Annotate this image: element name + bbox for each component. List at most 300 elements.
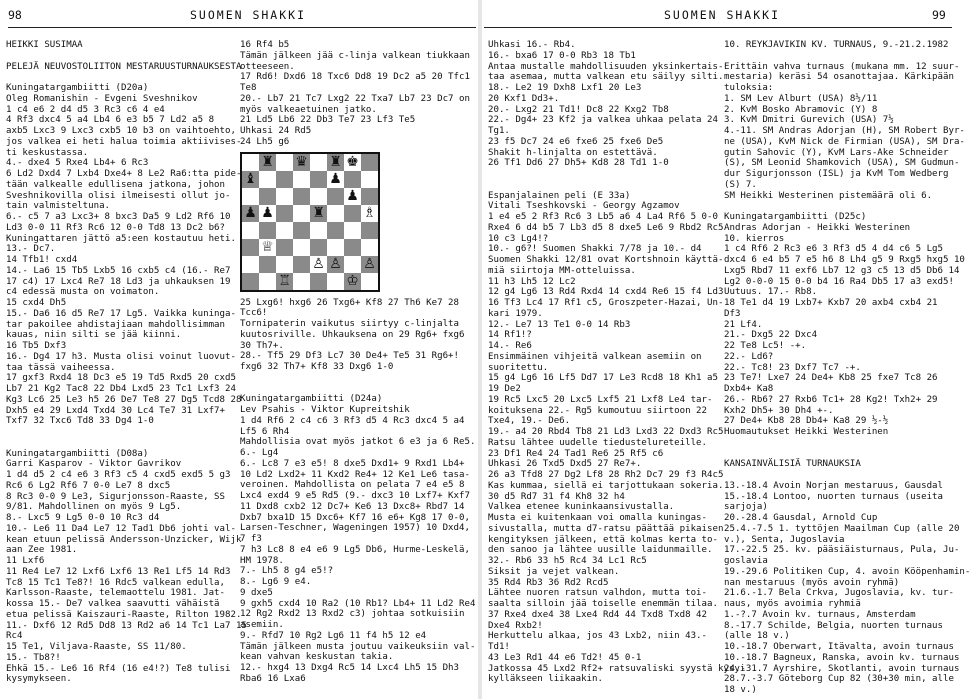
board-square (241, 188, 259, 205)
text-line: 9 dxe5 (240, 587, 273, 598)
text-line: 4 Rf3 dxc4 5 a4 Lb4 6 e3 b5 7 Ld2 a5 8 (6, 115, 215, 126)
text-line: 11 Lxf6 (6, 556, 45, 566)
text-line: Dxb4+ Ka8 (724, 384, 774, 394)
text-line: etua pelissä Kaiszauri-Raaste, Rilton 1982. (6, 609, 242, 620)
text-line: 8.-17.7 Schilde, Belgia, nuorten turnaus (724, 620, 943, 631)
text-line: tuloksia: (724, 83, 774, 93)
text-line: 24.-31.7 Ayrshire, Skotlanti, avoin turnaus (724, 663, 960, 674)
text-line: Espanjalainen peli (E 33a) (488, 190, 631, 201)
text-line: 1 d4 Rf6 2 c4 c6 3 Rf3 d5 4 Rc3 dxc4 5 a4 (240, 415, 465, 426)
text-line: Tämän jälkeen jää c-linja valkean tiukkaan (240, 50, 470, 61)
board-square (241, 273, 259, 291)
text-line: Dxe4 Rxb2! (488, 620, 543, 631)
text-line: kysymykseen. (6, 674, 72, 685)
text-line: KANSAINVÄLISIÄ TURNAUKSIA (724, 459, 861, 470)
board-square: ♜ (310, 205, 327, 222)
text-line: Lev Psahis - Viktor Kupreitshik (240, 405, 410, 415)
text-line: 6 Ld2 Dxd4 7 Lxb4 Dxe4+ 8 Le2 Ra6:tta pide- (6, 169, 242, 179)
board-square: ♕ (259, 239, 276, 256)
text-line: taa tässä vaiheessa. (6, 362, 116, 373)
text-line: dur Sigurjonsson (ISL) ja KvM Tom Wedberg (724, 169, 949, 179)
text-line: 28.7.-3.7 Göteborg Cup 82 (30+30 min, alle (724, 674, 954, 685)
board-square (327, 205, 344, 222)
text-line: 22.- Tc8! 23 Dxf7 Tc7 -+. (724, 362, 861, 373)
text-line: 14 Tfb1! cxd4 (6, 255, 78, 265)
text-line: 25.4.-7.5 1. tyttöjen Maailman Cup (alle 20 (724, 523, 960, 534)
text-line: Tg1. (488, 126, 510, 136)
text-line: 23 f5 Dc7 24 e6 fxe6 25 fxe6 De5 (488, 136, 664, 147)
text-line: 1 e4 e5 2 Rf3 Rc6 3 Lb5 a6 4 La4 Rf6 5 0-0 (488, 212, 718, 222)
left-column-1 (6, 40, 247, 685)
text-line: 8.- Lg6 9 e4. (240, 577, 312, 587)
right-column-2 (724, 40, 970, 696)
board-square (344, 239, 361, 256)
right-header-rule (484, 27, 952, 28)
text-line: 15.- Da6 16 d5 Re7 17 Lg5. Vaikka kuninga- (6, 308, 236, 319)
text-line: 2. KvM Bosko Abramovic (Y) 8 (724, 104, 878, 115)
text-line: 21 Lf4. (724, 319, 763, 330)
text-line: Te8 (240, 83, 257, 93)
text-line: Tc8 15 Tc1 Te8?! 16 Rdc5 valkean edulla, (6, 577, 225, 588)
board-square (310, 188, 327, 205)
text-line: Kuningatargambiitti (D25c) (724, 212, 867, 222)
board-square (259, 256, 276, 273)
text-line: Musta ei kuitenkaan voi omalla kuningas- (488, 513, 707, 523)
text-line: Kg3 Lc6 25 Le3 h5 26 De7 Te8 27 Dg5 Tcd8 28 (6, 394, 242, 405)
text-line: 18.- Le2 19 Dxh8 Lxf1 20 Le3 (488, 83, 642, 93)
text-line: Uhkasi 16.- Rb4. (488, 40, 576, 50)
board-square (276, 171, 293, 188)
text-line: tään valkealle edullisena jatkona, johon (6, 179, 225, 190)
text-line: 16 Rf4 b5 (240, 40, 290, 50)
board-square (327, 273, 344, 291)
text-line: 7.- Lh5 8 g4 e5!? (240, 566, 334, 577)
board-square (276, 239, 293, 256)
text-line: 20.-28.4 Gausdal, Arnold Cup (724, 513, 878, 523)
board-square: ♙ (310, 256, 327, 273)
board-square (259, 188, 276, 205)
board-square (344, 171, 361, 188)
text-line: Andras Adorjan - Heikki Westerinen (724, 222, 911, 233)
board-square (293, 273, 310, 291)
text-line: 22 Te8 Lc5! -+. (724, 341, 807, 351)
text-line: 19.- a4 20 Rbd4 Tb8 21 Ld3 Lxd3 22 Dxd3 Rc5 (488, 427, 724, 437)
text-line: 24 Lh5 g6 (240, 136, 290, 147)
text-line: Df3 (724, 308, 741, 319)
board-square (361, 171, 379, 188)
board-square (293, 188, 310, 205)
text-line: miä siirtoja MM-otteluissa. (488, 265, 636, 276)
text-line: asemiin. (240, 620, 284, 630)
board-square: ♟ (259, 205, 276, 222)
text-line: Kuningattaren jättö a5:een kostautuu heti. (6, 233, 236, 244)
left-header-rule (8, 27, 476, 28)
board-square (276, 256, 293, 273)
text-line (724, 449, 954, 460)
board-square (293, 205, 310, 222)
text-line: 15 Te1, Viljava-Raaste, SS 11/80. (6, 642, 187, 652)
board-square (310, 171, 327, 188)
text-line: 17 gxf3 Rxd4 18 Dc3 e5 19 Td5 Rxd5 20 cxd5 (6, 373, 236, 384)
chess-board (240, 152, 380, 292)
text-line: Ld3 0-0 11 Rf3 Rc6 12 0-0 Td8 13 Dc2 b6? (6, 222, 225, 233)
text-line: 9/81. Mahdollinen on myös 9 Lg5. (6, 502, 182, 513)
text-line: 9.- Rfd7 10 Rg2 Lg6 11 f4 h5 12 e4 (240, 630, 427, 641)
text-line: Ratsu lähtee uudelle tiedustelureteille. (488, 437, 707, 448)
board-square (259, 222, 276, 239)
board-square (259, 273, 276, 291)
text-line: 26 Tf1 Dd6 27 Dh5+ Kd8 28 Td1 1-0 (488, 158, 669, 169)
text-line: 35 Rd4 Rb3 36 Rd2 Rcd5 (488, 577, 609, 588)
text-line: tain valmisteltuna. (6, 201, 111, 212)
board-square (293, 239, 310, 256)
text-line: Larsen-Teschner, Wageningen 1957) 10 Dxd4, (240, 523, 470, 534)
text-line: den sanoo ja lähtee uusille laidunmaille. (488, 545, 713, 556)
text-line (724, 438, 954, 449)
text-line: 4.-11. SM Andras Adorjan (H), SM Robert Byr- (724, 126, 965, 136)
chess-diagram (240, 152, 476, 292)
left-running-title: SUOMEN SHAKKI (190, 8, 307, 22)
text-line: suoritettu. (488, 362, 549, 373)
text-line: Uutuus. 17.- Rb8. (724, 287, 818, 298)
text-line: (S), SM Leonid Shamkovich (USA), SM Gudmun- (724, 158, 960, 169)
board-square (241, 239, 259, 256)
text-line: veroinen. Mahdollista on pelata 7 e4 e5 8 (240, 480, 465, 491)
column-2-top-text (240, 40, 476, 148)
text-line: 10.- Le6 11 Da4 Le7 12 Tad1 Db6 johti val- (6, 523, 236, 534)
text-line: 22.- Ld6? (724, 351, 774, 362)
text-line: Dxb7 bxa1D 15 Dxc6+ Kf7 16 e6+ Kg8 17 0-0, (240, 512, 470, 523)
text-line: kengityksen jälkeen, että kolmas kerta to- (488, 534, 718, 545)
text-line: 25 Lxg6! hxg6 26 Txg6+ Kf8 27 Th6 Ke7 28 (240, 297, 459, 308)
right-running-title: SUOMEN SHAKKI (664, 8, 781, 22)
text-line: Kuningatargambiitti (D20a) (6, 83, 149, 93)
text-line: Lähtee nuoren ratsun valhdon, mutta toi- (488, 588, 707, 599)
text-line: 30 d5 Rd7 31 f4 Kh8 32 h4 (488, 491, 625, 502)
text-line: Huomautukset Heikki Westerinen (724, 427, 889, 437)
text-line: ne (USA), KvM Nick de Firmian (USA), SM Dra- (724, 136, 965, 147)
board-square: ♜ (327, 153, 344, 171)
board-square (241, 256, 259, 273)
board-square: ♗ (361, 205, 379, 222)
text-line: Ensimmäinen vihjeitä valkean asemiin on (488, 351, 702, 362)
text-line: 11 Dxd8 cxb2 12 Dc7+ Ke6 13 Dxc8+ Rbd7 14 (240, 501, 465, 512)
board-square (361, 222, 379, 239)
text-line: 7 h3 Lc8 8 e4 e6 9 Lg5 Db6, Hurme-Leskelä, (240, 544, 470, 555)
text-line: 17 c4) 17 Lxc4 Re7 18 Ld3 ja uhkauksen 19 (6, 276, 231, 287)
text-line: 19.-29.6 Politiken Cup, 4. avoin Kööpenhamin- (724, 566, 970, 577)
board-square (276, 153, 293, 171)
text-line: 20.- Lxg2 21 Td1! Dc8 22 Kxg2 Tb8 (488, 104, 669, 115)
text-line: 9 gxh5 cxd4 10 Ra2 (10 Rb1? Lb4+ 11 Ld2 Re4 (240, 598, 476, 609)
board-square (361, 188, 379, 205)
text-line: Antaa mustalle mahdollisuuden yksinkertais- (488, 61, 724, 72)
text-line: Jatkossa 45 Lxd2 Rf2+ ratsuvaliski syystä kysyi (488, 663, 746, 674)
text-line: fxg6 32 Th7+ Kf8 33 Dxg6 1-0 (240, 362, 394, 372)
text-line: 10. kierros (724, 233, 785, 244)
text-line: jos valkea ei heti halua toimia aktiivises- (6, 136, 242, 147)
text-line: Erittäin vahva turnaus (mukana mm. 12 suur- (724, 61, 960, 72)
text-line: 10 Ld2 Lxd2+ 11 Kxd2 Re4+ 12 Ke1 Le6 tasa- (240, 469, 470, 480)
text-line: Lxc4 exd4 9 e5 Rd5 (9.- dxc3 10 Lxf7+ Kxf7 (240, 491, 470, 501)
text-line: otteeseen. (240, 61, 295, 72)
text-line: Uhkasi 24 Rd5 (240, 126, 312, 136)
text-line: 19 Rc5 Lxc5 20 Lxc5 Lxf5 21 Lxf8 Le4 tar- (488, 394, 713, 405)
text-line: 30 Th7+. (240, 340, 284, 351)
text-line: 21.6.-1.7 Bela Crkva, Jugoslavia, kv. tur- (724, 588, 954, 599)
text-line: Sveshnikovilla olisi ilmeisesti ollut jo- (6, 190, 231, 201)
text-line: Rxe4 6 d4 b5 7 Lb3 d5 8 dxe5 Le6 9 Rbd2 Rc5 (488, 222, 724, 233)
text-line: Lf5 6 Rh4 (240, 426, 290, 437)
text-line: 3. KvM Dmitri Gurevich (USA) 7½ (724, 115, 894, 126)
text-line: 23 Te7! Lxe7 24 De4+ Kb8 25 fxe7 Tc8 26 (724, 373, 938, 384)
text-line: kean etuun pelissä Andersson-Unzicker, Wijk (6, 534, 242, 545)
text-line: 16 Tb5 Dxf3 (6, 341, 67, 351)
board-square (327, 188, 344, 205)
text-line: 6.- Lc8 7 e3 e5! 8 dxe5 Dxd1+ 9 Rxd1 Lb4+ (240, 458, 465, 469)
text-line: 21 Ld5 Lb6 22 Db3 Te7 23 Lf3 Te5 (240, 115, 416, 126)
board-square (361, 153, 379, 171)
text-line: Lb7 21 Kg2 Tac8 22 Db4 Lxd5 23 Tc1 Lxf3 24 (6, 384, 236, 394)
text-line: goslavia (724, 556, 768, 566)
text-line: axb5 Lxc3 9 Lxc3 cxb5 10 b3 on vaihtoehto, (6, 126, 236, 136)
text-line: 14 Rf1!? (488, 330, 532, 341)
text-line: aan Zee 1981. (6, 545, 78, 556)
text-line: 21.- Dxg5 22 Dxc4 (724, 330, 818, 341)
text-line: Kas kummaa, siellä ei tarjottukaan sokeria. (488, 480, 724, 491)
board-square (361, 273, 379, 291)
column-2-bottom-text (240, 298, 476, 685)
board-square (344, 256, 361, 273)
text-line: Rc6 6 Lg2 Rf6 7 0-0 Le7 8 dxc5 (6, 480, 171, 491)
right-page-number: 99 (932, 8, 946, 22)
text-line: 19 De2 (488, 384, 521, 394)
text-line (6, 427, 232, 438)
text-line: Lxg5 Rbd7 11 exf6 Lb7 12 g3 c5 13 d5 Db6 14 (724, 265, 960, 276)
board-square: ♛ (293, 153, 310, 171)
text-line: myös valkeaetuinen jatko. (240, 104, 377, 115)
text-line: Valkea etenee kuninkaansivustalla. (488, 502, 675, 513)
text-line (488, 180, 716, 191)
text-line: 12.- Le7 13 Te1 0-0 14 Rb3 (488, 319, 631, 330)
text-line: gutin Sahovic (Y), KvM Lars-Ake Schneider (724, 147, 949, 158)
text-line: 1.-?.7 Avoin kv. turnaus, Amsterdam (724, 609, 916, 620)
board-square (276, 222, 293, 239)
text-line: SM Heikki Westerinen pistemäärä oli 6. (724, 190, 933, 201)
text-line: 7 f3 (240, 534, 262, 544)
text-line: 12.- hxg4 13 Dxg4 Rc5 14 Lxc4 Lh5 15 Dh3 (240, 663, 459, 673)
board-square (344, 205, 361, 222)
page-gutter (478, 0, 482, 699)
board-square (310, 273, 327, 291)
text-line: Shakit h-linjalta on estettävä. (488, 147, 658, 158)
text-line: Herkuttelu alkaa, jos 43 Lxb2, niin 43.- (488, 631, 707, 642)
text-line: 1 c4 Rf6 2 Rc3 e6 3 Rf3 d5 4 d4 c6 5 Lg5 (724, 244, 943, 255)
text-line: 8.- Lxc5 9 Lg5 0-0 10 Rc3 d4 (6, 513, 160, 523)
text-line: Uhkasi 26 Txd5 Dxd5 27 Re7+. (488, 459, 642, 470)
text-line: 1. SM Lev Alburt (USA) 8½/11 (724, 93, 878, 104)
text-line: 20 Kxf1 Dd3+. (488, 93, 560, 104)
text-line: Garri Kasparov - Viktor Gavrikov (6, 459, 182, 470)
text-line: Karlsson-Raaste, telemaottelu 1981. Jat- (6, 588, 225, 599)
text-line: dxc4 6 e4 b5 7 e5 h6 8 Lh4 g5 9 Rxg5 hxg5 10 (724, 255, 965, 265)
text-line: Suomen Shakki 12/81 ovat Kortshnoin käyttä- (488, 255, 724, 265)
text-line (488, 169, 716, 180)
text-line: 17 Rd6! Dxd6 18 Txc6 Dd8 19 Dc2 a5 20 Tfc1 (240, 72, 470, 83)
text-line: kari 1979. (488, 308, 543, 319)
board-square (241, 153, 259, 171)
text-line: (S) 7. (724, 179, 757, 190)
text-line: 11.- Dxf6 12 Rd5 Dd8 13 Rd2 a6 14 Tc1 La7 15 (6, 620, 247, 631)
text-line: Kuningatargambiitti (D24a) (240, 394, 383, 405)
board-square (293, 171, 310, 188)
text-line: Txe4, 19.- De6. (488, 416, 571, 427)
board-square: ♔ (344, 273, 361, 291)
left-page (0, 0, 476, 699)
text-line: Tämän jälkeen musta joutuu vaikeuksiin val- (240, 641, 476, 652)
board-square (241, 222, 259, 239)
text-line: Siksit ja vejet valkean. (488, 566, 620, 577)
text-line: Vitali Tseshkovski - Georgy Agzamov (488, 201, 680, 212)
text-line: 1 d4 d5 2 c4 e6 3 Rf3 c5 4 cxd5 exd5 5 g3 (6, 470, 231, 480)
text-line: tar pakoilee ahdistajiaan mahdollisimman (6, 319, 225, 330)
board-square (361, 239, 379, 256)
text-line: Tcc6! (240, 308, 268, 319)
text-line: 10 c3 Lg4!? (488, 233, 549, 244)
text-line: 15.- Tb8?! (6, 652, 61, 663)
text-line: 26 a3 Tfd8 27 Dg2 Lf8 28 Rh2 Dc7 29 f3 R4c5 (488, 470, 724, 480)
board-square: ♟ (241, 205, 259, 222)
text-line: saalta silloin jää toiselle enemmän tilaa. (488, 599, 718, 609)
text-line: 14.- La6 15 Tb5 Lxb5 16 cxb5 c4 (16.- Re7 (6, 265, 231, 276)
board-square (344, 222, 361, 239)
text-line: Oleg Romanishin - Evgeni Sveshnikov (6, 93, 198, 104)
text-line: Tornipaterin vaikutus siirtyy c-linjalta (240, 319, 459, 329)
text-line: PELEJÄ NEUVOSTOLIITON MESTARUUSTURNAUKSESTA (6, 61, 242, 72)
board-square (310, 153, 327, 171)
text-line: 17.-22.5 25. kv. pääsiäisturnaus, Pula, Ju- (724, 545, 960, 556)
text-line: 6.- Lg4 (240, 448, 279, 458)
text-line (6, 438, 232, 449)
board-square (310, 239, 327, 256)
text-line (724, 470, 954, 481)
text-line: c4 edessä musta on voimaton. (6, 287, 160, 298)
board-square: ♜ (259, 153, 276, 171)
text-line: 32.- Rb6 33 h5 Rc4 34 Lc1 Rc5 (488, 556, 647, 566)
text-line: 15.-18.4 Lontoo, nuorten turnaus (useita (724, 491, 943, 502)
text-line: 18 Te1 d4 19 Lxb7+ Kxb7 20 axb4 cxb4 21 (724, 298, 938, 308)
text-line: koituksena 22.- Rg5 kumoutuu siirtoon 22 (488, 405, 707, 416)
text-line: 16.- Dg4 17 h3. Musta olisi voinut luovut- (6, 351, 236, 362)
text-line: 10. REYKJAVIKIN KV. TURNAUS, 9.-21.2.1982 (724, 40, 949, 50)
text-line: naus, myös avoimia ryhmiä (724, 599, 861, 609)
text-line: kossa 15.- De7 valkea saavutti vähäistä (6, 599, 220, 609)
text-line: 14.- Re6 (488, 341, 532, 351)
text-line: taa asemaa, mutta valkean etu säilyy silti. (488, 72, 724, 83)
text-line: Dxh5 e4 29 Lxd4 Txd4 30 Lc4 Te7 31 Lxf7+ (6, 405, 225, 416)
text-line: 1 c4 e6 2 d4 d5 3 Rc3 c6 4 e4 (6, 104, 165, 115)
text-line: kuutosriville. Uhkauksena on 29 Rg6+ fxg6 (240, 329, 465, 340)
text-line: Rc4 (6, 631, 23, 642)
board-square (293, 256, 310, 273)
board-square: ♙ (361, 256, 379, 273)
text-line: nan mestaruus (myös avoin ryhmä) (724, 577, 900, 588)
text-line: 15 cxd4 Dh5 (6, 298, 67, 308)
text-line: 16 Tf3 Lc4 17 Rf1 c5, Groszpeter-Hazai, Un- (488, 298, 724, 308)
text-line (6, 72, 232, 83)
board-square (276, 205, 293, 222)
text-line: 15 g4 Lg6 16 Lf5 Dd7 17 Le3 Rcd8 18 Kh1 a5 (488, 373, 718, 384)
text-line: 27 De4+ Kb8 28 Db4+ Ka8 29 ½-½ (724, 416, 889, 427)
text-line: 10.-18.7 Bagneux, Ranska, avoin kv. turnaus (724, 652, 960, 663)
text-line: 26.- Rb6? 27 Rxb6 Tc1+ 28 Kg2! Txh2+ 29 (724, 394, 938, 405)
text-line: mestaria) keräsi 54 osanottajaa. Kärkipään (724, 72, 954, 83)
text-line: 6.- c5 7 a3 Lxc3+ 8 bxc3 Da5 9 Ld2 Rf6 10 (6, 212, 231, 222)
text-line: Txf7 32 Txc6 Td8 33 Dg4 1-0 (6, 416, 154, 427)
text-line: v.), Senta, Jugoslavia (724, 534, 845, 545)
board-square (293, 222, 310, 239)
text-line: Kuningatargambiitti (D08a) (6, 448, 149, 459)
text-line: 4.- dxe4 5 Rxe4 Lb4+ 6 Rc3 (6, 158, 149, 169)
text-line: 13.-18.4 Avoin Norjan mestaruus, Gausdal (724, 480, 943, 491)
text-line: sarjoja) (724, 502, 768, 513)
text-line: 10.-18.7 Oberwart, Itävalta, avoin turnaus (724, 642, 954, 652)
text-line: kauas, niin silti se jää kiinni. (6, 330, 182, 341)
board-square: ♝ (241, 171, 259, 188)
text-line: Ehkä 15.- Le6 16 Rf4 (16 e4!?) Te8 tulisi (6, 663, 231, 674)
board-square: ♖ (276, 273, 293, 291)
board-square: ♚ (344, 153, 361, 171)
board-square: ♙ (327, 256, 344, 273)
text-line: 28.- Tf5 29 Df3 Lc7 30 De4+ Te5 31 Rg6+! (240, 351, 459, 362)
board-square (327, 222, 344, 239)
text-line: 23 Df1 Re4 24 Tad1 Re6 25 Rf5 c6 (488, 448, 664, 459)
text-line: 13.- Dc7. (6, 244, 56, 255)
text-line: 43 Le3 Rd1 44 e6 Td2! 45 0-1 (488, 652, 642, 663)
board-square (276, 188, 293, 205)
text-line (6, 51, 232, 62)
text-line: Rba6 16 Lxa6 (240, 673, 306, 684)
text-line: 11 h3 Lh5 12 Lc2 (488, 276, 576, 287)
text-line: 37 Rxe4 dxe4 38 Lxe4 Rd4 44 Txd8 Txd8 42 (488, 609, 707, 620)
text-line: Kxh2 Dh5+ 30 Dh4 +-. (724, 405, 834, 416)
text-line: 11 Re4 Le7 12 Lxf6 Lxf6 13 Re1 Lf5 14 Rd3 (6, 566, 231, 577)
text-line: kean vahvan keskustan takia. (240, 652, 394, 663)
text-line: HEIKKI SUSIMAA (6, 40, 83, 50)
board-square (259, 171, 276, 188)
text-line: sivustalla, mutta d7-ratsu päättää pikaisen (488, 523, 724, 534)
text-line: Lg2 0-0-0 15 0-0 b4 16 Ra4 Db5 17 a3 exd5! (724, 276, 954, 287)
text-line (240, 373, 476, 384)
text-line (724, 201, 954, 212)
text-line: Mahdollisia ovat myös jatkot 6 e3 ja 6 Re5. (240, 437, 476, 448)
text-line: (alle 18 v.) (724, 631, 790, 642)
left-page-number: 98 (8, 8, 22, 22)
text-line: 12 g4 Lg6 13 Rd4 Rxd4 14 cxd4 Re6 15 f4 Ld3 (488, 287, 724, 298)
text-line: 18 v.) (724, 685, 757, 695)
text-line: kylläkseen liikaakin. (488, 674, 603, 685)
right-page (484, 0, 970, 699)
board-square (310, 222, 327, 239)
text-line: HM 1978. (240, 555, 284, 566)
text-line: 12 Rg2 Rxd2 13 Rxd2 c3) johtaa sotkuisiin (240, 609, 465, 620)
board-square (327, 239, 344, 256)
text-line: ti keskustassa. (6, 147, 89, 158)
text-line: 10.- g6?! Suomen Shakki 7/78 ja 10.- d4 (488, 244, 702, 255)
text-line: 20.- Lb7 21 Tc7 Lxg2 22 Txa7 Lb7 23 Dc7 on (240, 93, 470, 104)
text-line (724, 51, 954, 62)
text-line: Td1! (488, 642, 510, 652)
